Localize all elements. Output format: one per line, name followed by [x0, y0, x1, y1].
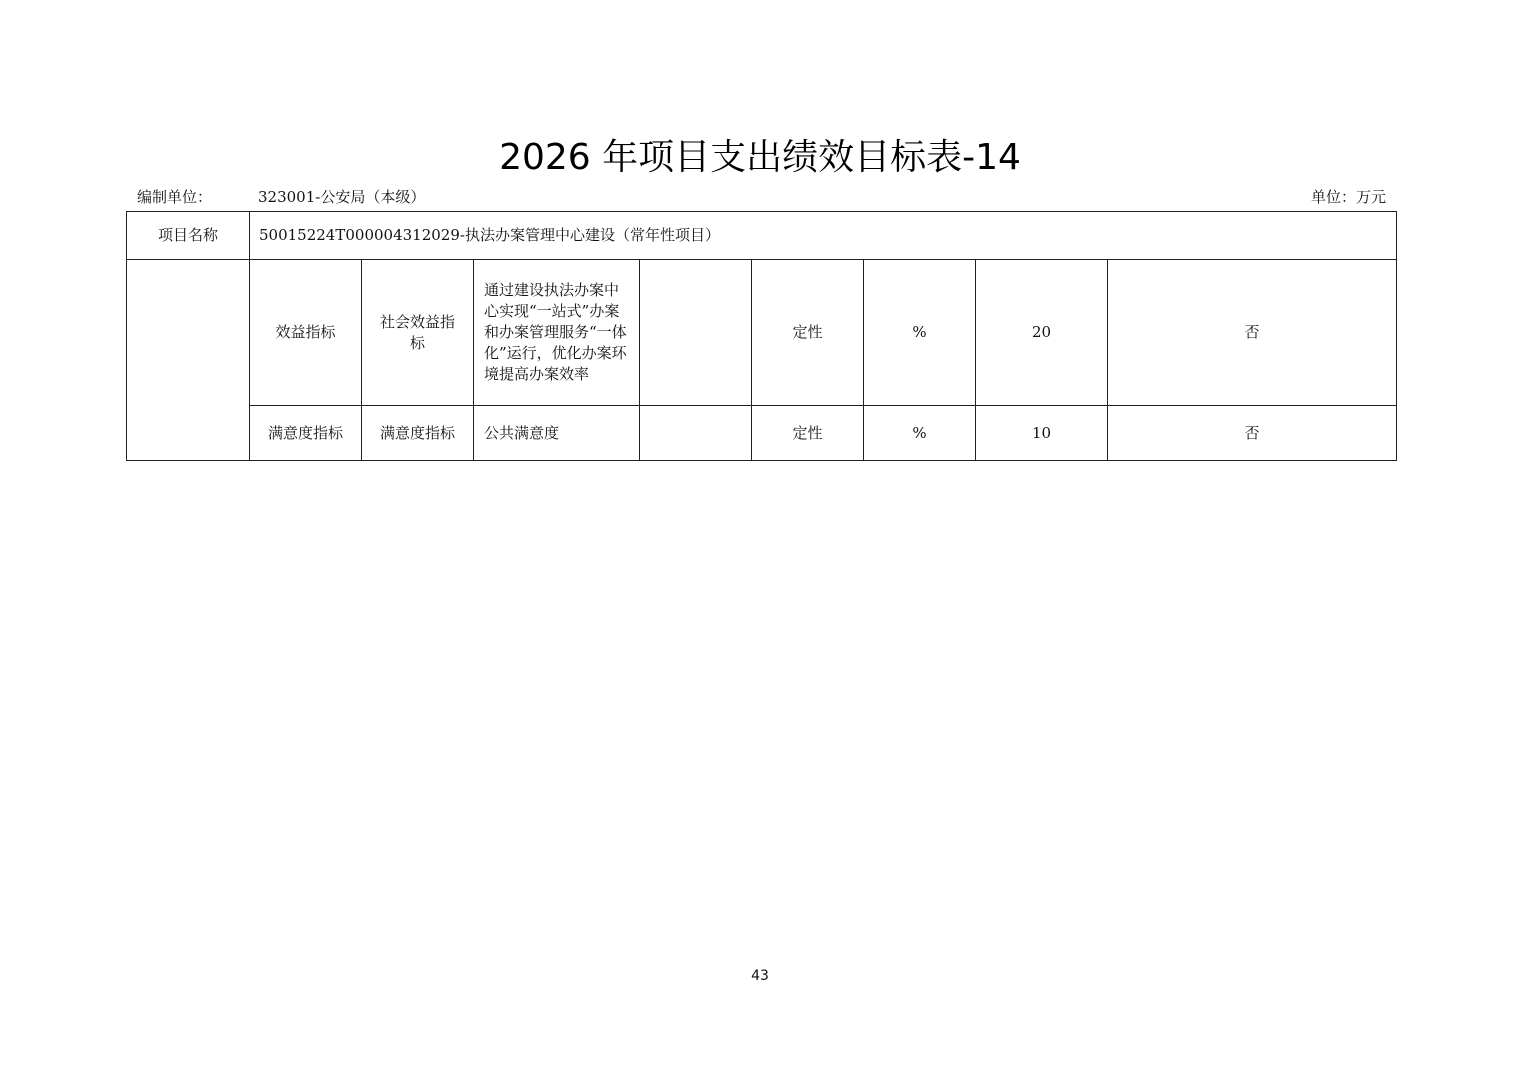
level2-indicator-cell: 满意度指标	[362, 406, 474, 461]
nature-cell: 定性	[752, 406, 864, 461]
weight-cell: 20	[976, 260, 1108, 406]
unit-cell: %	[864, 406, 976, 461]
currency-unit: 单位：万元	[1310, 188, 1386, 206]
compiling-unit-label: 编制单位：	[137, 188, 213, 206]
project-name-row	[127, 212, 1397, 260]
level3-indicator-cell: 通过建设执法办案中心实现“一站式”办案和办案管理服务“一体化”运行，优化办案环境提高办案效率	[474, 260, 640, 406]
level1-indicator-cell: 效益指标	[250, 260, 362, 406]
unit-cell: %	[864, 260, 976, 406]
page-number: 43	[751, 968, 769, 984]
blank-cell	[640, 406, 752, 461]
merged-blank-cell	[127, 260, 250, 461]
table-row	[127, 406, 1397, 461]
core-indicator-cell: 否	[1108, 260, 1397, 406]
level2-indicator-cell: 社会效益指标	[362, 260, 474, 406]
table-row	[127, 260, 1397, 406]
nature-cell: 定性	[752, 260, 864, 406]
level1-indicator-cell: 满意度指标	[250, 406, 362, 461]
performance-target-table	[126, 211, 1397, 461]
page-title: 2026 年项目支出绩效目标表-14	[499, 137, 1021, 178]
level3-indicator-cell: 公共满意度	[474, 406, 640, 461]
blank-cell	[640, 260, 752, 406]
weight-cell: 10	[976, 406, 1108, 461]
core-indicator-cell: 否	[1108, 406, 1397, 461]
project-name-value: 50015224T000004312029-执法办案管理中心建设（常年性项目）	[250, 212, 1397, 260]
compiling-unit-value: 323001-公安局（本级）	[258, 188, 426, 206]
project-name-label: 项目名称	[127, 212, 250, 260]
